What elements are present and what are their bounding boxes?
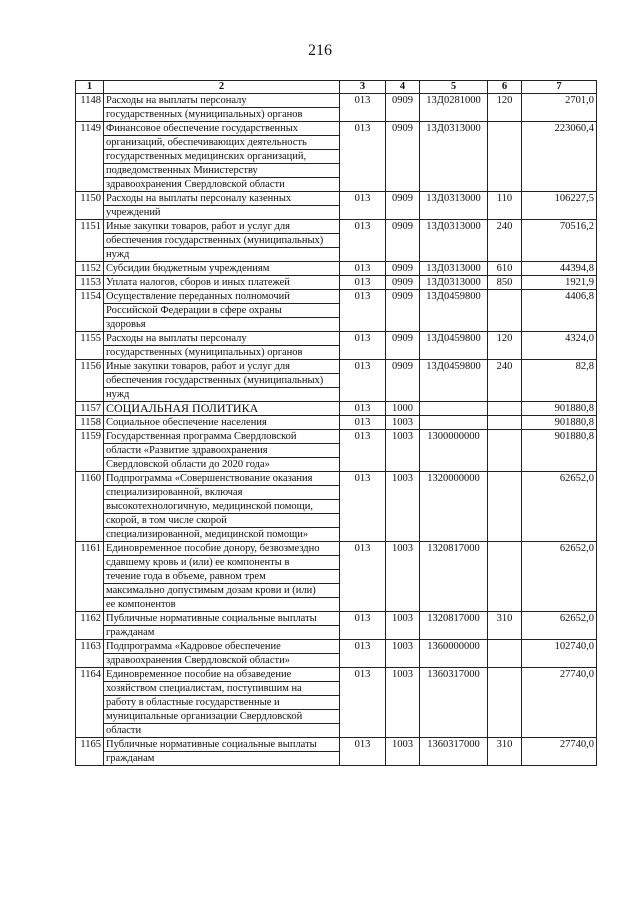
description-line: Подпрограмма «Совершенствование оказания bbox=[104, 472, 339, 486]
ministry-code: 013 bbox=[340, 290, 386, 332]
table-row bbox=[76, 192, 597, 220]
section-code: 1003 bbox=[386, 416, 420, 430]
row-description bbox=[104, 430, 340, 472]
description-line: специализированной, включая bbox=[104, 486, 339, 500]
expense-type-code: 240 bbox=[488, 360, 522, 402]
target-article-code bbox=[420, 402, 488, 416]
description-line: максимально допустимым дозам крови и (или) bbox=[104, 584, 339, 598]
ministry-code: 013 bbox=[340, 360, 386, 402]
row-number: 1148 bbox=[76, 94, 104, 122]
amount: 62652,0 bbox=[522, 612, 597, 640]
row-description bbox=[104, 290, 340, 332]
ministry-code: 013 bbox=[340, 416, 386, 430]
description-line: Подпрограмма «Кадровое обеспечение bbox=[104, 640, 339, 654]
ministry-code: 013 bbox=[340, 668, 386, 738]
expense-type-code: 310 bbox=[488, 738, 522, 766]
description-line: Субсидии бюджетным учреждениям bbox=[106, 263, 270, 274]
header-col-3: 3 bbox=[340, 81, 386, 94]
description-line: работу в областные государственные и bbox=[104, 696, 339, 710]
row-number: 1159 bbox=[76, 430, 104, 472]
table-row bbox=[76, 430, 597, 472]
header-col-2: 2 bbox=[104, 81, 340, 94]
description-line: Финансовое обеспечение государственных bbox=[104, 122, 339, 136]
table-row bbox=[76, 612, 597, 640]
section-code: 0909 bbox=[386, 122, 420, 192]
row-description bbox=[104, 668, 340, 738]
row-number: 1150 bbox=[76, 192, 104, 220]
row-description bbox=[104, 738, 340, 766]
expense-type-code: 120 bbox=[488, 94, 522, 122]
section-code: 1003 bbox=[386, 430, 420, 472]
row-number: 1152 bbox=[76, 262, 104, 276]
description-line: нужд bbox=[106, 249, 130, 260]
target-article-code: 1320000000 bbox=[420, 472, 488, 542]
row-number: 1162 bbox=[76, 612, 104, 640]
row-number: 1151 bbox=[76, 220, 104, 262]
row-description bbox=[104, 192, 340, 220]
section-code: 1003 bbox=[386, 738, 420, 766]
description-line: нужд bbox=[106, 389, 130, 400]
ministry-code: 013 bbox=[340, 738, 386, 766]
description-line: здравоохранения Свердловской области bbox=[106, 179, 285, 190]
amount: 901880,8 bbox=[522, 402, 597, 416]
header-row bbox=[76, 81, 597, 94]
expense-type-code: 310 bbox=[488, 612, 522, 640]
description-line: течение года в объеме, равном трем bbox=[104, 570, 339, 584]
section-code: 1003 bbox=[386, 542, 420, 612]
ministry-code: 013 bbox=[340, 640, 386, 668]
expense-type-code bbox=[488, 542, 522, 612]
row-number: 1163 bbox=[76, 640, 104, 668]
table-row bbox=[76, 94, 597, 122]
description-line: здоровья bbox=[106, 319, 146, 330]
description-line: скорой, в том числе скорой bbox=[104, 514, 339, 528]
target-article-code: 13Д0313000 bbox=[420, 276, 488, 290]
description-line: хозяйством специалистам, поступившим на bbox=[104, 682, 339, 696]
target-article-code: 1360317000 bbox=[420, 668, 488, 738]
table-row bbox=[76, 276, 597, 290]
section-code: 1003 bbox=[386, 640, 420, 668]
ministry-code: 013 bbox=[340, 192, 386, 220]
description-line: Свердловской области до 2020 года» bbox=[106, 459, 270, 470]
amount: 82,8 bbox=[522, 360, 597, 402]
row-description bbox=[104, 220, 340, 262]
target-article-code: 13Д0281000 bbox=[420, 94, 488, 122]
description-line: Расходы на выплаты персоналу казенных bbox=[104, 192, 339, 206]
description-line: ее компонентов bbox=[106, 599, 176, 610]
section-code: 1003 bbox=[386, 668, 420, 738]
ministry-code: 013 bbox=[340, 332, 386, 360]
expense-type-code: 110 bbox=[488, 192, 522, 220]
description-line: сдавшему кровь и (или) ее компоненты в bbox=[104, 556, 339, 570]
expense-type-code bbox=[488, 640, 522, 668]
description-line: Публичные нормативные социальные выплаты bbox=[104, 738, 339, 752]
row-description bbox=[104, 640, 340, 668]
description-line: Осуществление переданных полномочий bbox=[104, 290, 339, 304]
section-code: 0909 bbox=[386, 192, 420, 220]
ministry-code: 013 bbox=[340, 262, 386, 276]
description-line: Иные закупки товаров, работ и услуг для bbox=[104, 220, 339, 234]
row-number: 1156 bbox=[76, 360, 104, 402]
section-code: 0909 bbox=[386, 262, 420, 276]
header-col-5: 5 bbox=[420, 81, 488, 94]
target-article-code: 13Д0459800 bbox=[420, 332, 488, 360]
table-row bbox=[76, 668, 597, 738]
description-line: обеспечения государственных (муниципальных) bbox=[104, 374, 339, 388]
expense-type-code: 610 bbox=[488, 262, 522, 276]
description-line: Российской Федерации в сфере охраны bbox=[104, 304, 339, 318]
description-line: государственных (муниципальных) органов bbox=[106, 109, 303, 120]
table-row bbox=[76, 542, 597, 612]
row-description bbox=[104, 542, 340, 612]
row-description bbox=[104, 94, 340, 122]
expense-type-code bbox=[488, 122, 522, 192]
section-code: 0909 bbox=[386, 276, 420, 290]
description-line: области «Развитие здравоохранения bbox=[104, 444, 339, 458]
description-line: Государственная программа Свердловской bbox=[104, 430, 339, 444]
row-description bbox=[104, 402, 340, 416]
amount: 4406,8 bbox=[522, 290, 597, 332]
target-article-code: 1320817000 bbox=[420, 542, 488, 612]
target-article-code: 1360317000 bbox=[420, 738, 488, 766]
ministry-code: 013 bbox=[340, 276, 386, 290]
description-line: Единовременное пособие на обзаведение bbox=[104, 668, 339, 682]
amount: 901880,8 bbox=[522, 416, 597, 430]
description-line: Публичные нормативные социальные выплаты bbox=[104, 612, 339, 626]
description-line: Расходы на выплаты персоналу bbox=[104, 94, 339, 108]
section-code: 0909 bbox=[386, 360, 420, 402]
expense-type-code bbox=[488, 472, 522, 542]
row-number: 1158 bbox=[76, 416, 104, 430]
description-line: Единовременное пособие донору, безвозмездно bbox=[104, 542, 339, 556]
ministry-code: 013 bbox=[340, 612, 386, 640]
row-description bbox=[104, 276, 340, 290]
row-number: 1161 bbox=[76, 542, 104, 612]
amount: 4324,0 bbox=[522, 332, 597, 360]
ministry-code: 013 bbox=[340, 542, 386, 612]
target-article-code bbox=[420, 416, 488, 430]
description-line: высокотехнологичную, медицинской помощи, bbox=[104, 500, 339, 514]
ministry-code: 013 bbox=[340, 472, 386, 542]
header-col-7: 7 bbox=[522, 81, 597, 94]
row-number: 1149 bbox=[76, 122, 104, 192]
target-article-code: 1320817000 bbox=[420, 612, 488, 640]
amount: 2701,0 bbox=[522, 94, 597, 122]
table-body bbox=[76, 94, 597, 766]
amount: 27740,0 bbox=[522, 738, 597, 766]
table-row bbox=[76, 290, 597, 332]
row-description bbox=[104, 122, 340, 192]
expense-type-code bbox=[488, 430, 522, 472]
expense-type-code: 850 bbox=[488, 276, 522, 290]
description-line: обеспечения государственных (муниципальных) bbox=[104, 234, 339, 248]
description-line: Социальное обеспечение населения bbox=[106, 417, 267, 428]
description-line: специализированной, медицинской помощи» bbox=[106, 529, 309, 540]
table-row bbox=[76, 472, 597, 542]
expense-type-code bbox=[488, 290, 522, 332]
table-row bbox=[76, 738, 597, 766]
expense-type-code bbox=[488, 668, 522, 738]
table-row bbox=[76, 416, 597, 430]
table-row bbox=[76, 640, 597, 668]
section-code: 1003 bbox=[386, 472, 420, 542]
ministry-code: 013 bbox=[340, 94, 386, 122]
table-row bbox=[76, 262, 597, 276]
row-number: 1153 bbox=[76, 276, 104, 290]
amount: 106227,5 bbox=[522, 192, 597, 220]
target-article-code: 13Д0313000 bbox=[420, 122, 488, 192]
amount: 1921,9 bbox=[522, 276, 597, 290]
description-line: Уплата налогов, сборов и иных платежей bbox=[106, 277, 290, 288]
row-number: 1157 bbox=[76, 402, 104, 416]
section-code: 1000 bbox=[386, 402, 420, 416]
target-article-code: 13Д0313000 bbox=[420, 262, 488, 276]
row-description bbox=[104, 332, 340, 360]
description-line: организаций, обеспечивающих деятельность bbox=[104, 136, 339, 150]
target-article-code: 13Д0313000 bbox=[420, 192, 488, 220]
row-description bbox=[104, 262, 340, 276]
expense-type-code: 240 bbox=[488, 220, 522, 262]
section-code: 0909 bbox=[386, 332, 420, 360]
row-description bbox=[104, 472, 340, 542]
description-line: области bbox=[106, 725, 142, 736]
section-code: 0909 bbox=[386, 94, 420, 122]
amount: 62652,0 bbox=[522, 542, 597, 612]
amount: 70516,2 bbox=[522, 220, 597, 262]
ministry-code: 013 bbox=[340, 122, 386, 192]
description-line: здравоохранения Свердловской области» bbox=[106, 655, 290, 666]
ministry-code: 013 bbox=[340, 220, 386, 262]
expense-type-code: 120 bbox=[488, 332, 522, 360]
target-article-code: 1300000000 bbox=[420, 430, 488, 472]
row-number: 1160 bbox=[76, 472, 104, 542]
section-code: 0909 bbox=[386, 220, 420, 262]
description-line: муниципальные организации Свердловской bbox=[104, 710, 339, 724]
description-line: Иные закупки товаров, работ и услуг для bbox=[104, 360, 339, 374]
description-line: государственных медицинских организаций, bbox=[104, 150, 339, 164]
description-line: гражданам bbox=[106, 753, 155, 764]
ministry-code: 013 bbox=[340, 430, 386, 472]
page-number: 216 bbox=[308, 42, 332, 59]
row-number: 1155 bbox=[76, 332, 104, 360]
row-number: 1154 bbox=[76, 290, 104, 332]
description-line: Расходы на выплаты персоналу bbox=[104, 332, 339, 346]
section-code: 1003 bbox=[386, 612, 420, 640]
target-article-code: 13Д0459800 bbox=[420, 290, 488, 332]
table-row bbox=[76, 360, 597, 402]
amount: 27740,0 bbox=[522, 668, 597, 738]
target-article-code: 1360000000 bbox=[420, 640, 488, 668]
description-line: подведомственных Министерству bbox=[104, 164, 339, 178]
row-number: 1165 bbox=[76, 738, 104, 766]
budget-table bbox=[75, 80, 597, 766]
description-line: гражданам bbox=[106, 627, 155, 638]
row-description bbox=[104, 416, 340, 430]
ministry-code: 013 bbox=[340, 402, 386, 416]
section-code: 0909 bbox=[386, 290, 420, 332]
amount: 102740,0 bbox=[522, 640, 597, 668]
expense-type-code bbox=[488, 402, 522, 416]
description-line: СОЦИАЛЬНАЯ ПОЛИТИКА bbox=[106, 401, 259, 415]
description-line: учреждений bbox=[106, 207, 161, 218]
table-row bbox=[76, 122, 597, 192]
table-row bbox=[76, 220, 597, 262]
description-line: государственных (муниципальных) органов bbox=[106, 347, 303, 358]
row-description bbox=[104, 360, 340, 402]
row-description bbox=[104, 612, 340, 640]
header-col-4: 4 bbox=[386, 81, 420, 94]
row-number: 1164 bbox=[76, 668, 104, 738]
target-article-code: 13Д0459800 bbox=[420, 360, 488, 402]
table-row bbox=[76, 402, 597, 416]
target-article-code: 13Д0313000 bbox=[420, 220, 488, 262]
expense-type-code bbox=[488, 416, 522, 430]
header-col-1: 1 bbox=[76, 81, 104, 94]
table-row bbox=[76, 332, 597, 360]
header-col-6: 6 bbox=[488, 81, 522, 94]
amount: 44394,8 bbox=[522, 262, 597, 276]
amount: 62652,0 bbox=[522, 472, 597, 542]
amount: 223060,4 bbox=[522, 122, 597, 192]
amount: 901880,8 bbox=[522, 430, 597, 472]
